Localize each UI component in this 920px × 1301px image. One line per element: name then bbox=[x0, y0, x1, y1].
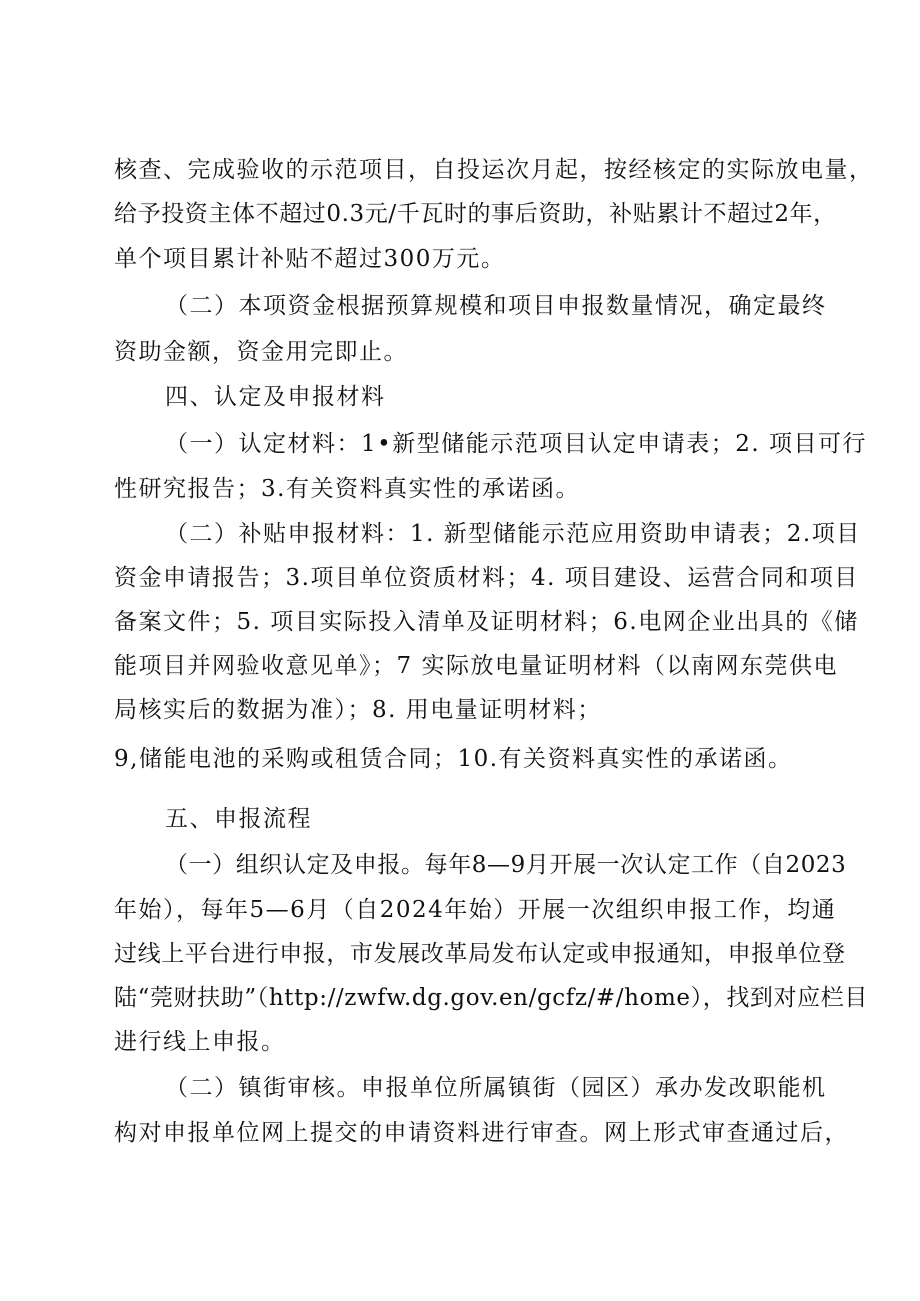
text-line: （二）本项资金根据预算规模和项目申报数量情况，确定最终 bbox=[165, 293, 827, 319]
text-line: 资金申请报告；3.项目单位资质材料；4. 项目建设、运营合同和项目 bbox=[114, 565, 859, 591]
text-line: （一）组织认定及申报。每年8—9月开展一次认定工作（自2023 bbox=[165, 852, 847, 878]
text-line: 性研究报告；3.有关资料真实性的承诺函。 bbox=[114, 476, 580, 502]
text-line: 能项目并网验收意见单》；7 实际放电量证明材料（以南网东莞供电 bbox=[114, 653, 838, 679]
text-line: 给予投资主体不超过0.3元/千瓦时的事后资助，补贴累计不超过2年， bbox=[114, 201, 837, 227]
text-line: 陆“莞财扶助”（http://zwfw.dg.gov.en/gcfz/#/home），找到对应栏目 bbox=[114, 985, 868, 1011]
text-line: （一）认定材料：1•新型储能示范项目认定申请表；2. 项目可行 bbox=[165, 431, 867, 457]
text-line: 单个项目累计补贴不超过300万元。 bbox=[114, 246, 506, 272]
text-line: （二）镇街审核。申报单位所属镇街（园区）承办发改职能机 bbox=[165, 1075, 827, 1101]
text-line: 核查、完成验收的示范项目，自投运次月起，按经核定的实际放电量， bbox=[114, 157, 874, 183]
section-heading: 四、认定及申报材料 bbox=[165, 384, 386, 410]
text-line: 备案文件；5. 项目实际投入清单及证明材料；6.电网企业出具的《储 bbox=[114, 609, 859, 635]
text-line: 局核实后的数据为准）；8. 用电量证明材料； bbox=[114, 697, 602, 723]
section-heading: 五、申报流程 bbox=[165, 806, 312, 832]
text-line: 9,储能电池的采购或租赁合同；10.有关资料真实性的承诺函。 bbox=[114, 746, 793, 772]
text-line: 资助金额，资金用完即止。 bbox=[114, 339, 408, 365]
text-line: 进行线上申报。 bbox=[114, 1029, 286, 1055]
text-line: 过线上平台进行申报，市发展改革局发布认定或申报通知，申报单位登 bbox=[114, 941, 846, 967]
text-line: 构对申报单位网上提交的申请资料进行审查。网上形式审查通过后， bbox=[114, 1120, 849, 1146]
text-line: 年始），每年5—6月（自2024年始）开展一次组织申报工作，均通 bbox=[114, 897, 837, 923]
text-line: （二）补贴申报材料：1. 新型储能示范应用资助申请表；2.项目 bbox=[165, 521, 861, 547]
